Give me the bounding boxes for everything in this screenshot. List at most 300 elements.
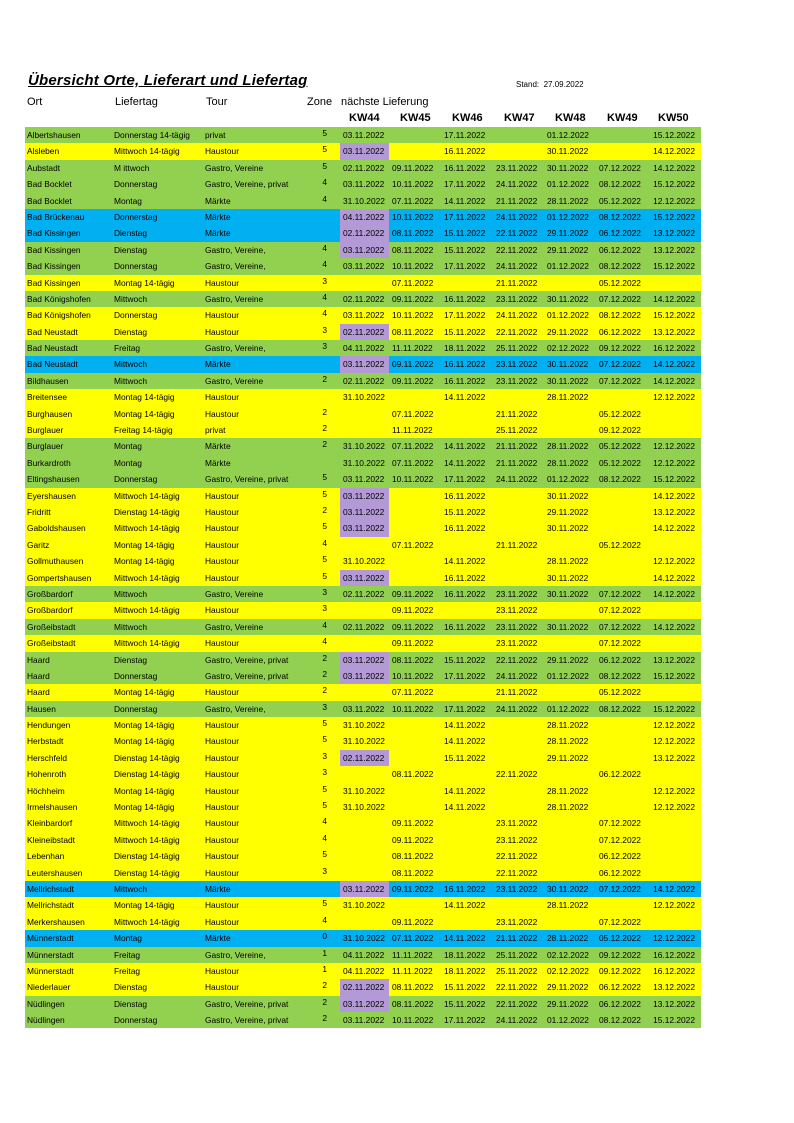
cell-zone: 3 — [322, 603, 327, 614]
cell-date: 02.11.2022 — [340, 324, 389, 340]
cell-date: 09.11.2022 — [392, 162, 434, 173]
table-row — [25, 438, 701, 454]
cell-ort: Gompertshausen — [27, 572, 92, 583]
cell-date — [441, 914, 490, 930]
stand-value: 27.09.2022 — [543, 80, 584, 89]
cell-tour: Haustour — [205, 687, 239, 698]
table-row — [25, 455, 701, 471]
cell-tour: Haustour — [205, 605, 239, 616]
cell-date: 14.12.2022 — [653, 588, 695, 599]
cell-tour: Gastro, Vereine, privat — [205, 179, 289, 190]
cell-tour: Haustour — [205, 851, 239, 862]
cell-ort: Niederlauer — [27, 982, 71, 993]
cell-date: 15.12.2022 — [653, 310, 695, 321]
cell-date: 24.11.2022 — [496, 310, 538, 321]
cell-date: 02.11.2022 — [343, 375, 385, 386]
cell-tour: Gastro, Vereine, privat — [205, 998, 289, 1009]
cell-date: 07.12.2022 — [599, 834, 641, 845]
cell-liefertag: M ittwoch — [114, 162, 150, 173]
table-row — [25, 684, 701, 700]
cell-date — [596, 733, 645, 749]
cell-date: 15.12.2022 — [653, 261, 695, 272]
cell-date: 14.11.2022 — [444, 900, 486, 911]
cell-date — [493, 389, 542, 405]
cell-date: 30.11.2022 — [547, 293, 589, 304]
cell-ort: Bad Königshofen — [27, 293, 91, 304]
delivery-table — [25, 127, 701, 1028]
cell-date: 15.12.2022 — [653, 211, 695, 222]
cell-liefertag: Dienstag 14-tägig — [114, 851, 180, 862]
table-row — [25, 193, 701, 209]
cell-date — [648, 684, 697, 700]
cell-zone: 5 — [322, 800, 327, 811]
cell-date: 28.11.2022 — [547, 933, 589, 944]
cell-ort: Bad Kissingen — [27, 261, 81, 272]
cell-tour: Haustour — [205, 785, 239, 796]
cell-ort: Höchheim — [27, 785, 65, 796]
cell-date: 07.12.2022 — [599, 293, 641, 304]
cell-date: 31.10.2022 — [343, 195, 385, 206]
cell-date: 14.12.2022 — [653, 572, 695, 583]
cell-date: 06.12.2022 — [599, 228, 641, 239]
cell-date: 09.11.2022 — [392, 638, 434, 649]
cell-date: 11.11.2022 — [392, 965, 433, 976]
cell-zone: 5 — [322, 160, 327, 171]
cell-date: 21.11.2022 — [496, 441, 538, 452]
cell-date: 12.12.2022 — [653, 720, 695, 731]
table-row — [25, 619, 701, 635]
cell-date: 14.12.2022 — [653, 359, 695, 370]
cell-date: 30.11.2022 — [547, 162, 589, 173]
cell-date: 03.11.2022 — [343, 703, 385, 714]
cell-zone: 2 — [322, 439, 327, 450]
cell-date: 03.11.2022 — [343, 261, 385, 272]
cell-tour: Gastro, Vereine, privat — [205, 1015, 289, 1026]
cell-liefertag: Mittwoch — [114, 359, 148, 370]
cell-date: 14.11.2022 — [444, 720, 486, 731]
cell-liefertag: Mittwoch — [114, 621, 148, 632]
cell-date: 03.11.2022 — [340, 570, 389, 586]
cell-tour: Gastro, Vereine, — [205, 343, 266, 354]
table-row — [25, 176, 701, 192]
table-row — [25, 717, 701, 733]
cell-date: 08.12.2022 — [599, 703, 641, 714]
cell-tour: Haustour — [205, 802, 239, 813]
cell-date: 16.11.2022 — [444, 146, 486, 157]
cell-date: 10.11.2022 — [392, 1015, 434, 1026]
cell-date: 15.12.2022 — [653, 130, 695, 140]
cell-date: 30.11.2022 — [547, 146, 589, 157]
cell-date: 04.11.2022 — [343, 343, 385, 354]
cell-date: 28.11.2022 — [547, 802, 589, 813]
cell-tour: Haustour — [205, 965, 239, 976]
cell-zone: 4 — [322, 259, 327, 270]
cell-zone: 4 — [322, 308, 327, 319]
table-row — [25, 504, 701, 520]
cell-date: 12.12.2022 — [653, 802, 695, 813]
cell-date — [441, 635, 490, 651]
cell-zone: 5 — [322, 128, 327, 138]
cell-date: 01.12.2022 — [547, 261, 589, 272]
table-row — [25, 488, 701, 504]
cell-date: 05.12.2022 — [599, 933, 641, 944]
cell-liefertag: Mittwoch — [114, 293, 148, 304]
cell-ort: Herschfeld — [27, 752, 68, 763]
cell-tour: Haustour — [205, 834, 239, 845]
cell-date — [493, 504, 542, 520]
table-row — [25, 324, 701, 340]
cell-tour: Haustour — [205, 736, 239, 747]
table-row — [25, 668, 701, 684]
cell-date — [596, 897, 645, 913]
cell-date: 09.11.2022 — [392, 916, 434, 927]
cell-date: 15.12.2022 — [653, 474, 695, 485]
cell-date: 05.12.2022 — [599, 457, 641, 468]
cell-date: 28.11.2022 — [547, 457, 589, 468]
cell-date: 16.11.2022 — [444, 883, 486, 894]
cell-date: 16.12.2022 — [653, 965, 695, 976]
cell-date: 28.11.2022 — [547, 195, 589, 206]
table-row — [25, 258, 701, 274]
cell-date: 15.11.2022 — [444, 244, 486, 255]
cell-date: 05.12.2022 — [599, 408, 641, 419]
cell-date: 22.11.2022 — [496, 867, 538, 878]
cell-tour: Gastro, Vereine, — [205, 703, 266, 714]
cell-liefertag: Mittwoch 14-tägig — [114, 572, 180, 583]
table-row — [25, 209, 701, 225]
cell-ort: Münnerstadt — [27, 965, 74, 976]
cell-date — [596, 488, 645, 504]
cell-date: 07.11.2022 — [392, 441, 434, 452]
cell-date: 23.11.2022 — [496, 588, 538, 599]
cell-date: 07.12.2022 — [599, 588, 641, 599]
cell-date — [389, 488, 438, 504]
cell-zone: 2 — [322, 685, 327, 696]
table-row — [25, 947, 701, 963]
cell-ort: Hohenroth — [27, 769, 67, 780]
cell-date: 17.11.2022 — [444, 670, 486, 681]
cell-ort: Garitz — [27, 539, 50, 550]
cell-date: 23.11.2022 — [496, 916, 538, 927]
cell-date: 07.12.2022 — [599, 638, 641, 649]
cell-tour: Haustour — [205, 867, 239, 878]
cell-date: 02.12.2022 — [547, 949, 589, 960]
cell-tour: Märkte — [205, 441, 231, 452]
table-row — [25, 963, 701, 979]
cell-zone: 1 — [322, 947, 327, 958]
cell-date: 23.11.2022 — [496, 293, 538, 304]
cell-date: 09.11.2022 — [392, 883, 434, 894]
header-week: KW44 — [349, 112, 380, 124]
cell-zone: 2 — [322, 652, 327, 663]
cell-ort: Irmelshausen — [27, 802, 78, 813]
cell-date: 29.11.2022 — [547, 326, 589, 337]
cell-date: 03.11.2022 — [340, 996, 389, 1012]
page-title: Übersicht Orte, Lieferart und Liefertag — [28, 72, 308, 89]
cell-ort: Hendungen — [27, 720, 71, 731]
cell-date: 30.11.2022 — [547, 490, 589, 501]
cell-ort: Bad Kissingen — [27, 228, 81, 239]
cell-date: 14.11.2022 — [444, 457, 486, 468]
cell-ort: Nüdlingen — [27, 998, 65, 1009]
cell-tour: privat — [205, 425, 226, 436]
cell-date — [596, 570, 645, 586]
cell-date: 16.11.2022 — [444, 375, 486, 386]
cell-date — [340, 422, 389, 438]
cell-zone: 5 — [322, 472, 327, 483]
cell-liefertag: Montag 14-tägig — [114, 687, 175, 698]
cell-date — [544, 766, 593, 782]
cell-ort: Bad Neustadt — [27, 343, 78, 354]
cell-date: 23.11.2022 — [496, 638, 538, 649]
cell-tour: Märkte — [205, 228, 231, 239]
cell-date: 12.12.2022 — [653, 392, 695, 403]
cell-date: 09.11.2022 — [392, 605, 434, 616]
cell-date — [493, 488, 542, 504]
cell-date: 14.12.2022 — [653, 523, 695, 534]
cell-zone: 3 — [322, 324, 327, 335]
cell-date: 15.11.2022 — [444, 982, 486, 993]
cell-liefertag: Freitag — [114, 343, 141, 354]
cell-date: 30.11.2022 — [547, 359, 589, 370]
cell-date: 05.12.2022 — [599, 277, 641, 288]
cell-date — [544, 914, 593, 930]
cell-date — [441, 832, 490, 848]
cell-date: 24.11.2022 — [496, 261, 538, 272]
cell-date: 14.11.2022 — [444, 736, 486, 747]
cell-date: 18.11.2022 — [444, 965, 486, 976]
cell-date: 16.11.2022 — [444, 359, 486, 370]
cell-date: 09.11.2022 — [392, 375, 434, 386]
cell-date: 31.10.2022 — [343, 933, 385, 944]
cell-ort: Haard — [27, 654, 50, 665]
cell-date: 15.11.2022 — [444, 506, 486, 517]
table-row — [25, 389, 701, 405]
cell-zone: 5 — [322, 849, 327, 860]
cell-date: 30.11.2022 — [547, 621, 589, 632]
cell-liefertag: Montag 14-tägig — [114, 802, 175, 813]
cell-date: 02.11.2022 — [340, 979, 389, 995]
table-row — [25, 242, 701, 258]
cell-date — [340, 914, 389, 930]
cell-date: 16.11.2022 — [444, 572, 486, 583]
cell-date — [648, 865, 697, 881]
cell-date: 01.12.2022 — [547, 179, 589, 190]
cell-liefertag: Dienstag — [114, 326, 148, 337]
cell-date: 16.11.2022 — [444, 588, 486, 599]
cell-ort: Merkershausen — [27, 916, 85, 927]
cell-zone: 5 — [322, 144, 327, 155]
cell-date: 13.12.2022 — [653, 752, 695, 763]
cell-date: 03.11.2022 — [343, 179, 385, 190]
cell-tour: Haustour — [205, 900, 239, 911]
table-row — [25, 766, 701, 782]
cell-date: 07.11.2022 — [392, 277, 434, 288]
cell-date — [596, 504, 645, 520]
cell-date — [441, 406, 490, 422]
cell-date: 15.11.2022 — [444, 752, 486, 763]
cell-date — [493, 897, 542, 913]
cell-ort: Großeibstadt — [27, 621, 76, 632]
cell-date — [544, 865, 593, 881]
cell-tour: Haustour — [205, 408, 239, 419]
cell-tour: Haustour — [205, 146, 239, 157]
cell-date: 31.10.2022 — [343, 392, 385, 403]
cell-date: 05.12.2022 — [599, 539, 641, 550]
cell-date — [389, 143, 438, 159]
cell-date: 24.11.2022 — [496, 474, 538, 485]
cell-liefertag: Mittwoch 14-tägig — [114, 818, 180, 829]
cell-tour: Gastro, Vereine, — [205, 244, 266, 255]
cell-date: 15.11.2022 — [444, 326, 486, 337]
cell-tour: Haustour — [205, 769, 239, 780]
cell-date — [389, 897, 438, 913]
table-row — [25, 143, 701, 159]
cell-liefertag: Mittwoch — [114, 588, 148, 599]
header-week: KW46 — [452, 112, 483, 124]
cell-date: 14.12.2022 — [653, 490, 695, 501]
cell-date — [493, 733, 542, 749]
cell-date — [441, 684, 490, 700]
cell-date — [648, 832, 697, 848]
cell-date: 01.12.2022 — [547, 1015, 589, 1026]
cell-date: 01.12.2022 — [547, 703, 589, 714]
cell-date: 22.11.2022 — [496, 998, 538, 1009]
cell-date — [340, 537, 389, 553]
cell-date: 22.11.2022 — [496, 851, 538, 862]
table-row — [25, 930, 701, 946]
cell-date — [389, 553, 438, 569]
cell-date: 12.12.2022 — [653, 933, 695, 944]
cell-date: 09.11.2022 — [392, 359, 434, 370]
cell-date: 17.11.2022 — [444, 261, 486, 272]
cell-liefertag: Dienstag — [114, 244, 148, 255]
cell-zone: 5 — [322, 898, 327, 909]
cell-date: 14.12.2022 — [653, 621, 695, 632]
cell-ort: Eltingshausen — [27, 474, 80, 485]
table-row — [25, 340, 701, 356]
cell-ort: Gaboldshausen — [27, 523, 86, 534]
cell-date: 08.11.2022 — [392, 998, 434, 1009]
cell-ort: Großeibstadt — [27, 638, 76, 649]
cell-date — [389, 799, 438, 815]
cell-tour: Haustour — [205, 916, 239, 927]
table-row — [25, 586, 701, 602]
table-row — [25, 537, 701, 553]
cell-date: 08.11.2022 — [392, 851, 434, 862]
cell-date: 07.11.2022 — [392, 195, 434, 206]
cell-date: 08.12.2022 — [599, 179, 641, 190]
cell-date: 03.11.2022 — [343, 1015, 385, 1026]
cell-date: 08.12.2022 — [599, 211, 641, 222]
cell-date — [648, 635, 697, 651]
cell-ort: Leutershausen — [27, 867, 83, 878]
cell-zone: 4 — [322, 291, 327, 302]
cell-date: 01.12.2022 — [547, 211, 589, 222]
cell-zone: 3 — [322, 586, 327, 597]
cell-date: 08.11.2022 — [392, 654, 434, 665]
cell-date: 14.12.2022 — [653, 375, 695, 386]
cell-date: 23.11.2022 — [496, 621, 538, 632]
header-week: KW50 — [658, 112, 689, 124]
cell-liefertag: Montag — [114, 441, 142, 452]
table-row — [25, 307, 701, 323]
cell-date: 12.12.2022 — [653, 900, 695, 911]
table-row — [25, 225, 701, 241]
cell-tour: Haustour — [205, 720, 239, 731]
cell-tour: Gastro, Vereine — [205, 588, 264, 599]
cell-ort: Bad Bocklet — [27, 195, 72, 206]
cell-liefertag: Montag — [114, 933, 142, 944]
cell-date: 22.11.2022 — [496, 326, 538, 337]
cell-date — [648, 602, 697, 618]
cell-date: 06.12.2022 — [599, 244, 641, 255]
table-row — [25, 979, 701, 995]
table-row — [25, 275, 701, 291]
cell-date: 10.11.2022 — [392, 310, 434, 321]
table-row — [25, 799, 701, 815]
cell-date — [493, 570, 542, 586]
cell-date: 24.11.2022 — [496, 211, 538, 222]
cell-date — [389, 783, 438, 799]
cell-liefertag: Donnerstag — [114, 211, 158, 222]
cell-date: 29.11.2022 — [547, 752, 589, 763]
cell-tour: Märkte — [205, 359, 231, 370]
cell-date: 17.11.2022 — [444, 703, 486, 714]
cell-zone: 2 — [322, 373, 327, 384]
table-row — [25, 520, 701, 536]
cell-tour: Haustour — [205, 277, 239, 288]
cell-date: 07.11.2022 — [392, 408, 434, 419]
cell-liefertag: Mittwoch 14-tägig — [114, 146, 180, 157]
cell-date: 29.11.2022 — [547, 654, 589, 665]
cell-date — [648, 537, 697, 553]
cell-date — [544, 684, 593, 700]
cell-date: 14.12.2022 — [653, 293, 695, 304]
cell-ort: Burkardroth — [27, 457, 71, 468]
cell-date — [544, 422, 593, 438]
cell-liefertag: Montag 14-tägig — [114, 277, 175, 288]
cell-date — [544, 848, 593, 864]
cell-date: 18.11.2022 — [444, 949, 486, 960]
cell-tour: Gastro, Vereine — [205, 293, 264, 304]
cell-date — [648, 275, 697, 291]
cell-ort: Bad Neustadt — [27, 326, 78, 337]
cell-date: 07.12.2022 — [599, 883, 641, 894]
cell-date — [493, 750, 542, 766]
cell-date: 24.11.2022 — [496, 179, 538, 190]
cell-date: 13.12.2022 — [653, 998, 695, 1009]
cell-date: 17.11.2022 — [444, 211, 486, 222]
cell-liefertag: Freitag — [114, 949, 141, 960]
header-liefertag: Liefertag — [115, 96, 158, 108]
cell-date — [441, 537, 490, 553]
cell-date — [441, 865, 490, 881]
cell-ort: Haard — [27, 670, 50, 681]
cell-date: 15.11.2022 — [444, 654, 486, 665]
cell-liefertag: Montag 14-tägig — [114, 720, 175, 731]
cell-tour: Gastro, Vereine, privat — [205, 654, 289, 665]
cell-zone: 2 — [322, 980, 327, 991]
cell-tour: Märkte — [205, 883, 231, 894]
cell-date: 07.12.2022 — [599, 916, 641, 927]
cell-date: 31.10.2022 — [343, 785, 385, 796]
cell-ort: Bad Neustadt — [27, 359, 78, 370]
cell-zone: 5 — [322, 734, 327, 745]
cell-date: 03.11.2022 — [340, 356, 389, 372]
cell-date: 31.10.2022 — [343, 556, 385, 567]
cell-date — [441, 815, 490, 831]
